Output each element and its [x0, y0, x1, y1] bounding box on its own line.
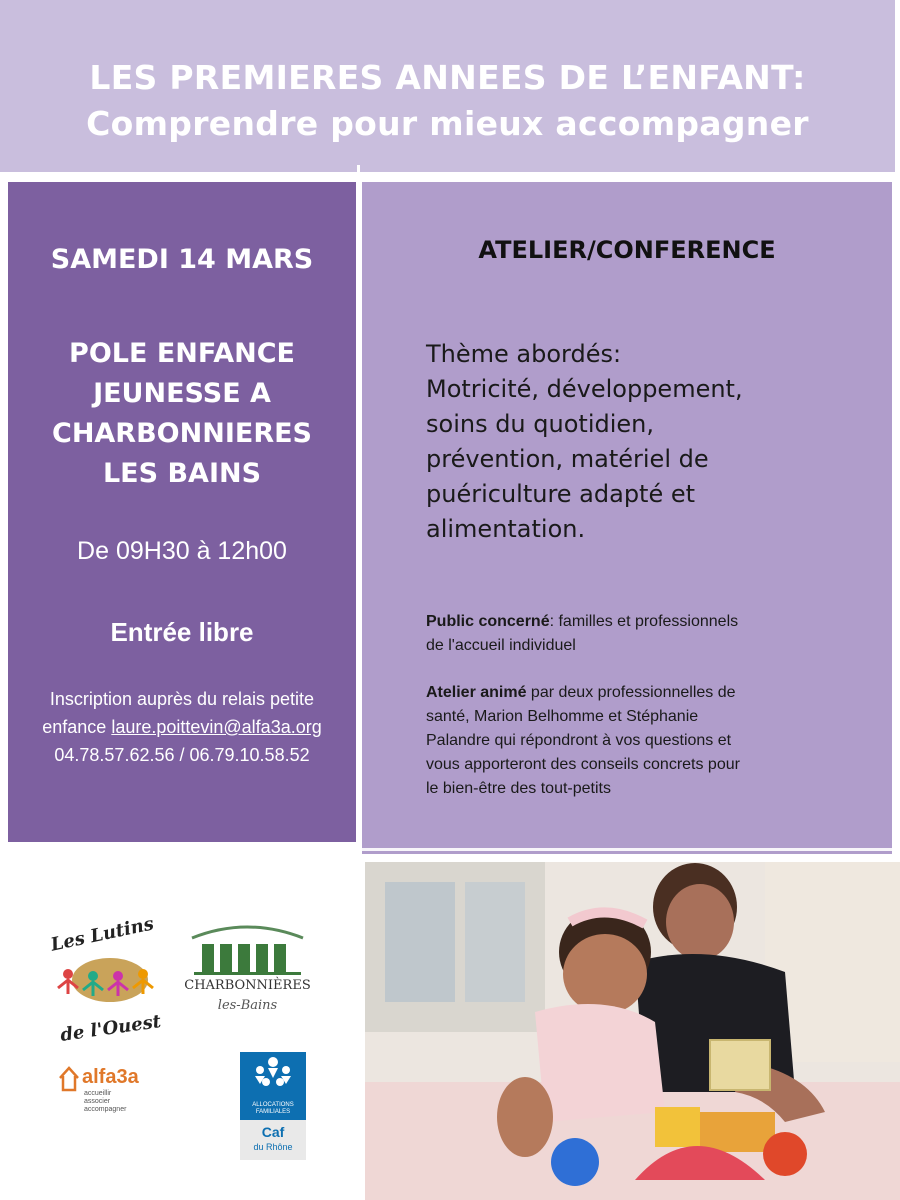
left-info-panel — [8, 182, 356, 842]
alfa3a-tagline-line: accueillir — [84, 1090, 112, 1097]
atelier-line: vous apporteront des conseils concrets pour — [426, 756, 740, 773]
alfa3a-logo — [58, 1062, 168, 1122]
alfa3a-name: alfa3a — [82, 1066, 139, 1088]
alfa3a-tagline-line: associer — [84, 1098, 111, 1105]
venue-line: CHARBONNIERES — [52, 418, 312, 449]
venue-line: LES BAINS — [102, 458, 262, 489]
atelier-line: Palandre qui répondront à vos questions et — [426, 732, 732, 749]
themes-line: soins du quotidien, — [426, 410, 654, 438]
phone-numbers: 04.78.57.62.56 / 06.79.10.58.52 — [54, 745, 310, 765]
themes-block — [426, 337, 886, 547]
header-banner — [0, 0, 895, 172]
divider-line — [0, 176, 900, 179]
alfa3a-house-icon — [58, 1064, 80, 1092]
caf-name: Caf — [261, 1124, 285, 1140]
atelier-block — [426, 681, 888, 801]
mother-baby-photo — [365, 862, 900, 1200]
email-link[interactable]: laure.poittevin@alfa3a.org — [111, 717, 322, 737]
caf-logo — [240, 1052, 306, 1160]
charbonnieres-logo — [180, 920, 315, 1025]
alfa3a-tagline-line: accompagner — [84, 1106, 127, 1113]
venue — [8, 334, 356, 494]
atelier-line: santé, Marion Belhomme et Stéphanie — [426, 708, 699, 725]
inscription-prefix: enfance — [42, 717, 112, 737]
lutins-logo — [38, 913, 178, 1048]
caf-people-icon — [240, 1052, 306, 1100]
public-label: Public concerné — [426, 613, 550, 630]
public-block — [426, 610, 886, 658]
themes-line: Motricité, développement, — [426, 375, 743, 403]
themes-line: alimentation. — [426, 515, 586, 543]
caf-name-box — [240, 1120, 306, 1160]
event-date: SAMEDI 14 MARS — [50, 244, 314, 275]
caf-top-text: ALLOCATIONS FAMILIALES — [252, 1102, 294, 1115]
entry-info: Entrée libre — [110, 617, 254, 647]
charbonnieres-name: CHARBONNIÈRES — [184, 978, 311, 993]
event-hours: De 09H30 à 12h00 — [77, 537, 287, 565]
themes-line: puériculture adapté et — [426, 480, 696, 508]
lutins-name-top: Les Lutins — [48, 913, 156, 956]
atelier-line — [426, 681, 888, 705]
photo-illustration — [365, 862, 900, 1200]
divider-line — [0, 848, 900, 851]
title-line-2: Comprendre pour mieux accompagner — [86, 104, 809, 143]
inscription-block — [8, 685, 356, 769]
themes-line: Thème abordés: — [426, 340, 622, 368]
lutins-name-bottom: de l'Ouest — [59, 1011, 163, 1046]
public-line: de l'accueil individuel — [426, 637, 576, 654]
public-text: : familles et professionnels — [549, 613, 739, 630]
atelier-line: le bien-être des tout-petits — [426, 780, 611, 797]
alfa3a-tagline — [84, 1090, 126, 1114]
charbonnieres-sub: les-Bains — [217, 998, 278, 1013]
event-type: ATELIER/CONFERENCE — [478, 236, 776, 264]
venue-line: JEUNESSE A — [93, 378, 271, 409]
themes-line: prévention, matériel de — [426, 445, 709, 473]
venue-line: POLE ENFANCE — [69, 338, 295, 369]
title-line-1: LES PREMIERES ANNEES DE L’ENFANT: — [89, 58, 806, 97]
public-line — [426, 610, 886, 634]
atelier-label: Atelier animé — [426, 684, 527, 701]
atelier-text: par deux professionnelles de — [526, 684, 736, 701]
inscription-line — [8, 713, 356, 741]
right-info-panel — [362, 182, 892, 854]
caf-sub: du Rhône — [253, 1142, 293, 1152]
inscription-line: Inscription auprès du relais petite — [49, 689, 315, 709]
charbonnieres-arches-icon — [180, 920, 315, 976]
